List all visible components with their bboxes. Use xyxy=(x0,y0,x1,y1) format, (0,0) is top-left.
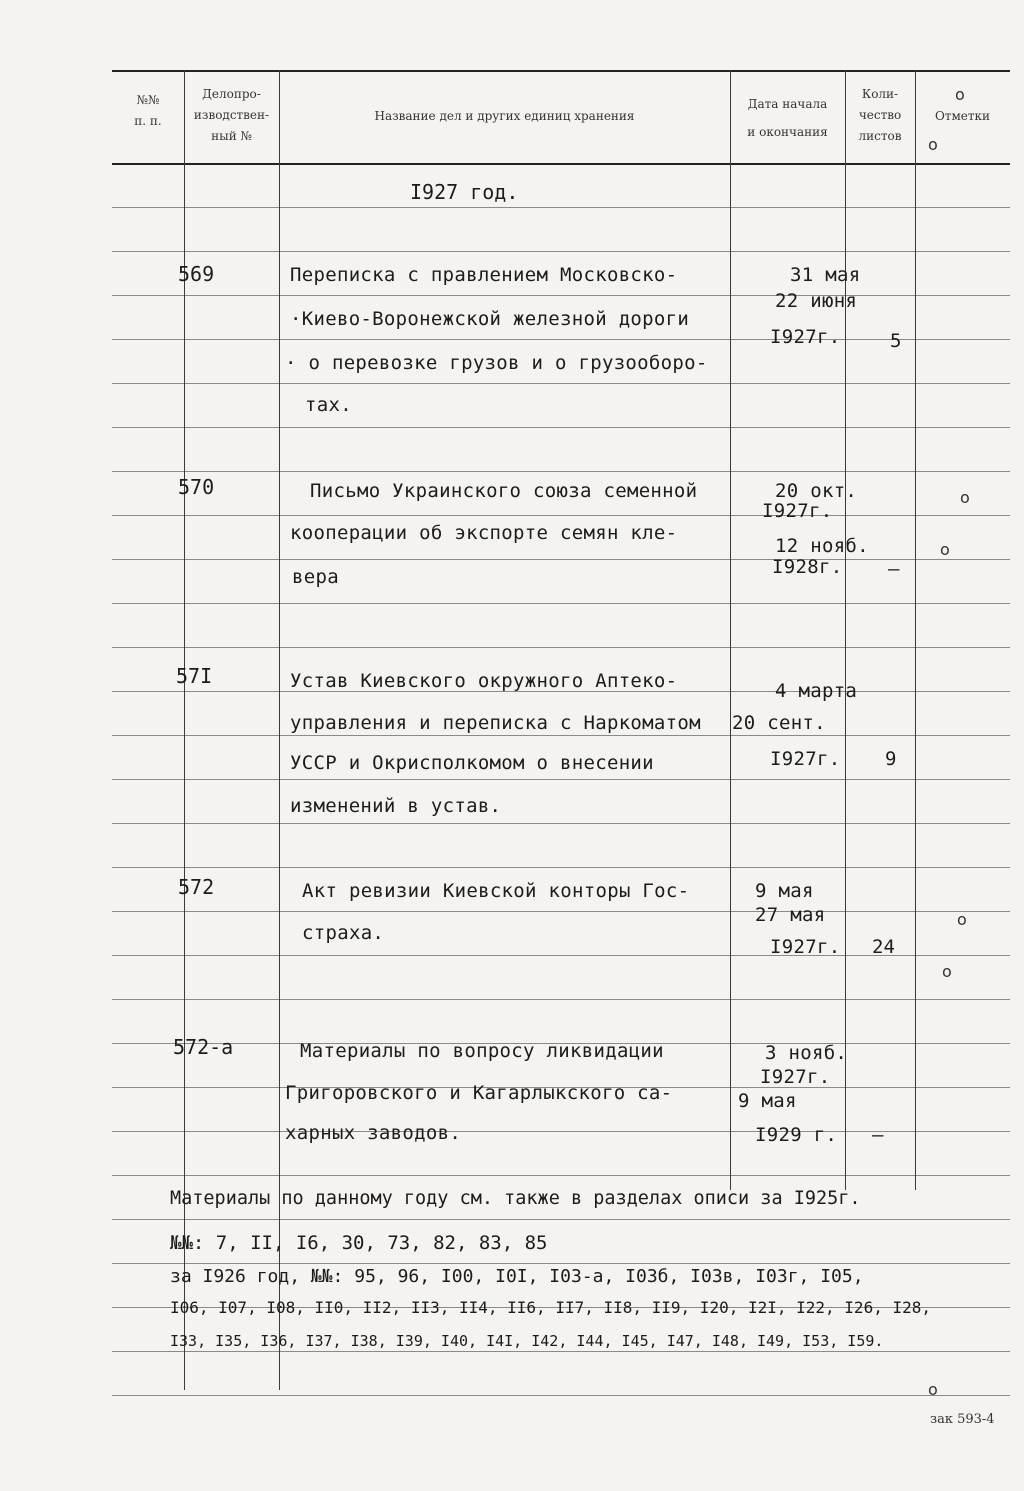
entry-title-line: Акт ревизии Киевской конторы Гос- xyxy=(302,880,690,902)
entry-date: 22 июня xyxy=(775,290,858,312)
entry-title-line: харных заводов. xyxy=(285,1122,462,1144)
ruled-line xyxy=(112,471,1010,472)
entry-sheet-count: 9 xyxy=(885,748,897,770)
entry-number: 57I xyxy=(176,664,213,688)
header-text: Делопро- xyxy=(202,87,261,101)
footnote-line: I06, I07, I08, II0, II2, II3, II4, II6, II7, II8, II9, I20, I2I, I22, I26, I28, xyxy=(170,1298,931,1317)
entry-number: 569 xyxy=(178,262,215,286)
header-dates-column xyxy=(730,90,845,146)
ruled-line xyxy=(112,735,1010,736)
entry-date: I927г. xyxy=(770,326,841,348)
entry-date: I927г. xyxy=(770,748,841,770)
entry-sheet-count: 5 xyxy=(890,330,902,352)
header-number-column xyxy=(112,90,184,132)
entry-title-line: Переписка с правлением Московско- xyxy=(290,264,678,286)
header-text: ный № xyxy=(211,129,252,143)
entry-number: 572 xyxy=(178,875,215,899)
entry-title-line: Устав Киевского окружного Аптеко- xyxy=(290,670,678,692)
punch-mark: о xyxy=(957,910,967,929)
header-text: изводствен- xyxy=(193,108,270,122)
entry-date: I927г. xyxy=(762,500,833,522)
ruled-line xyxy=(112,1175,1010,1176)
header-notes-column xyxy=(915,106,1010,127)
entry-date: 31 мая xyxy=(790,264,861,286)
ruled-line xyxy=(112,559,1010,560)
entry-number: 572-а xyxy=(173,1035,234,1059)
entry-title-line: Материалы по вопросу ликвидации xyxy=(300,1040,664,1062)
header-text: и окончания xyxy=(747,125,828,139)
ruled-line xyxy=(112,251,1010,252)
header-text: чество xyxy=(858,108,902,122)
ruled-line xyxy=(112,383,1010,384)
entry-title-line: · о перевозке грузов и о грузооборо- xyxy=(285,352,708,374)
entry-title-line: кооперации об экспорте семян кле- xyxy=(290,522,678,544)
header-text: Дата начала xyxy=(747,97,828,111)
header-text: Название дел и других единиц хранения xyxy=(374,109,635,123)
header-sheet-count-column xyxy=(845,84,915,147)
ruled-line xyxy=(112,1263,1010,1264)
entry-title-line: УССР и Окрисполкомом о внесении xyxy=(290,752,654,774)
ruled-line xyxy=(112,1395,1010,1396)
footnote-line: Материалы по данному году см. также в разделах описи за I925г. xyxy=(170,1188,861,1209)
entry-title-line: ·Киево-Воронежской железной дороги xyxy=(290,308,690,330)
ruled-line xyxy=(112,603,1010,604)
entry-date: 12 нояб. xyxy=(775,535,869,557)
entry-title-line: страха. xyxy=(302,922,385,944)
ruled-line xyxy=(112,823,1010,824)
entry-date: 27 мая xyxy=(755,904,826,926)
header-title-column xyxy=(279,106,730,127)
header-text: п. п. xyxy=(134,114,162,128)
header-top-rule xyxy=(112,70,1010,72)
punch-mark: о xyxy=(940,540,950,559)
punch-mark: о xyxy=(942,962,952,981)
entry-title-line: вера xyxy=(292,566,339,588)
footnote-line: I33, I35, I36, I37, I38, I39, I40, I4I, I42, I44, I45, I47, I48, I49, I53, I59. xyxy=(170,1332,884,1350)
column-divider xyxy=(730,70,731,1190)
ruled-line xyxy=(112,999,1010,1000)
entry-date: I928г. xyxy=(772,556,843,578)
entry-date: I927г. xyxy=(760,1066,831,1088)
column-divider xyxy=(915,70,916,1190)
entry-date: 9 мая xyxy=(738,1090,797,1112)
entry-title-line: управления и переписка с Наркоматом xyxy=(290,712,701,734)
entry-title-line: изменений в устав. xyxy=(290,795,502,817)
entry-date: 9 мая xyxy=(755,880,814,902)
entry-date: 3 нояб. xyxy=(765,1042,848,1064)
footnote-line: №№: 7, II, I6, 30, 73, 82, 83, 85 xyxy=(170,1232,548,1254)
ruled-line xyxy=(112,1219,1010,1220)
punch-mark: о xyxy=(960,488,970,507)
header-text: №№ xyxy=(136,93,160,107)
header-text: листов xyxy=(858,129,902,143)
ruled-line xyxy=(112,647,1010,648)
footnote-line: за I926 год, №№: 95, 96, I00, I0I, I03-а, I03б, I03в, I03г, I05, xyxy=(170,1266,864,1287)
ruled-line xyxy=(112,339,1010,340)
entry-date: 20 сент. xyxy=(732,712,826,734)
ruled-line xyxy=(112,515,1010,516)
entry-date: I927г. xyxy=(770,936,841,958)
header-clerk-number-column xyxy=(184,84,279,147)
entry-date: 4 марта xyxy=(775,680,858,702)
entry-sheet-count: 24 xyxy=(872,936,895,958)
entry-title-line: Письмо Украинского союза семенной xyxy=(310,480,698,502)
entry-date: 20 окт. xyxy=(775,480,858,502)
ruled-line xyxy=(112,207,1010,208)
header-text: Отметки xyxy=(934,109,991,123)
entry-sheet-count: – xyxy=(872,1124,884,1146)
column-divider xyxy=(845,70,846,1190)
ruled-line xyxy=(112,779,1010,780)
entry-date: I929 г. xyxy=(755,1124,838,1146)
entry-number: 570 xyxy=(178,475,215,499)
ruled-line xyxy=(112,1351,1010,1352)
entry-title-line: Григоровского и Кагарлыкского са- xyxy=(285,1082,673,1104)
header-text: Коли- xyxy=(861,87,899,101)
punch-mark: о xyxy=(928,135,938,154)
entry-title-line: тах. xyxy=(305,394,352,416)
entry-sheet-count: – xyxy=(888,558,900,580)
order-stamp: зак 593-4 xyxy=(930,1412,995,1427)
header-bottom-rule xyxy=(112,163,1010,165)
punch-mark: о xyxy=(928,1380,938,1399)
ruled-line xyxy=(112,867,1010,868)
year-heading: I927 год. xyxy=(410,180,519,204)
punch-mark: о xyxy=(955,85,965,104)
ruled-line xyxy=(112,427,1010,428)
ruled-line xyxy=(112,911,1010,912)
ruled-line xyxy=(112,295,1010,296)
